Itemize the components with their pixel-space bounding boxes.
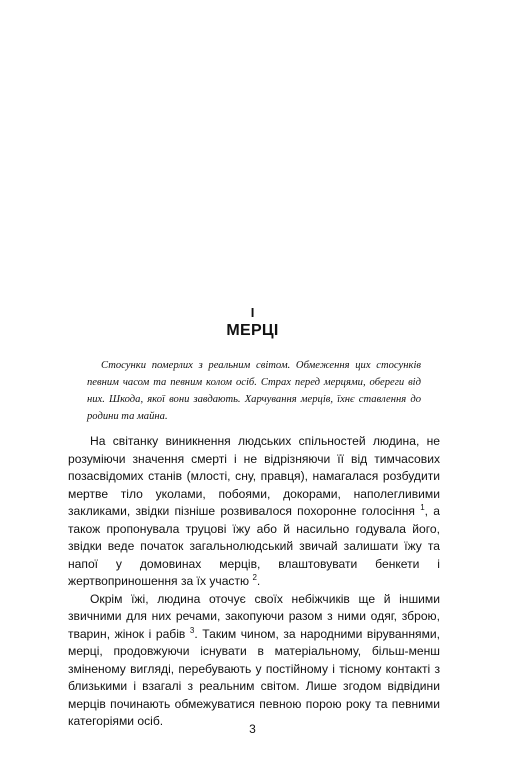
paragraph-text: Окрім їжі, людина оточує своїх небіжчиків ще й іншими звичними для них речами, закопуючи разом з ними одяг, зброю, тварин, жінок і рабів <box>68 591 440 641</box>
page-number: 3 <box>249 722 256 736</box>
chapter-title: МЕРЦІ <box>226 322 279 339</box>
paragraph-1 <box>68 433 440 591</box>
footnote-ref-2[interactable]: 2 <box>252 572 257 582</box>
chapter-abstract: Стосунки померлих з реальним світом. Обмеження цих стосунків певним часом та певним колом осіб. Страх перед мерцями, обереги від них. Шкода, якої вони завдають. Харчування мерців, їхнє ставлення до родини та майна. <box>87 360 421 422</box>
paragraph-2 <box>68 591 440 731</box>
paragraph-text: , а також пропонувала труцові їжу або й насильно годувала його, звідки веде початок загальнолюдський звичай залишати їжу та напої у домовинах мерців, влаштовувати бенкети і жертвоприношення за їх участю <box>68 504 440 588</box>
body-text <box>68 433 440 731</box>
paragraph-text: . <box>256 574 261 588</box>
footnote-ref-1[interactable]: 1 <box>420 502 425 512</box>
paragraph-text: На світанку виникнення людських спільностей людина, не розуміючи значення смерті і не відрізняючи її від тимчасових позасвідомих станів (млості, сну, правця), намагалася розбудити мертве тіло уколами, побоями, докорами, наполегливими закликами, звідки пізніше розвивалося похоронне голосіння <box>68 434 440 518</box>
footnote-ref-3[interactable]: 3 <box>189 625 195 635</box>
chapter-number: I <box>250 305 255 320</box>
paragraph-text: . Таким чином, за народними віруваннями, мерці, продовжуючи існувати в матеріальному, більш-менш зміненому вигляді, перебувають у постійному і тісному контакті з близькими і взагалі з реальним світом. Лише згодом відвідини мерців починають обмежуватися певною порою року та певними категоріями осіб. <box>68 626 440 728</box>
